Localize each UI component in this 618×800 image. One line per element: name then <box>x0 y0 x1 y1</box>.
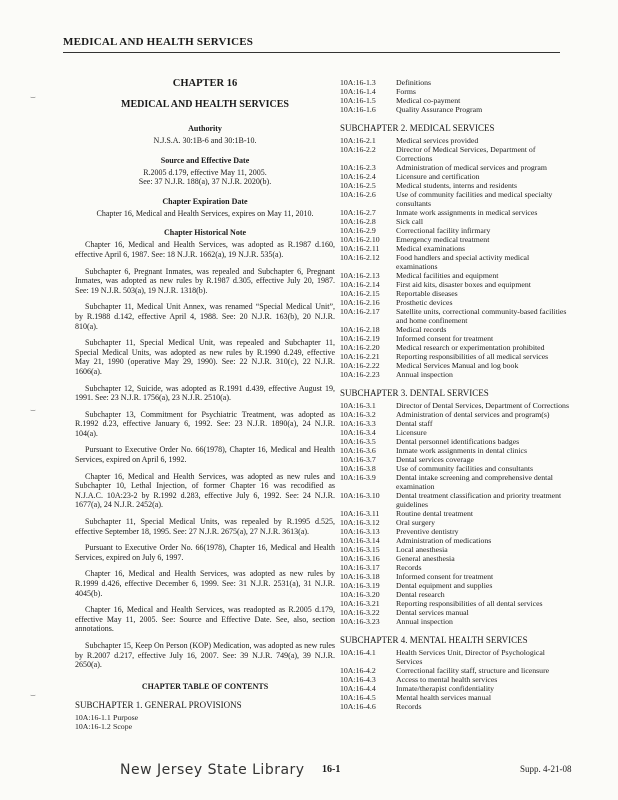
section-number: 10A:16-2.23 <box>340 370 380 379</box>
section-title: Licensure and certification <box>396 172 480 181</box>
toc-entry[interactable] <box>340 617 570 626</box>
subchapter-4-list <box>340 648 570 711</box>
section-title: Medical facilities and equipment <box>396 271 499 280</box>
section-number: 10A:16-4.2 <box>340 666 376 675</box>
history-note: Subchapter 11, Special Medical Unit, was repealed and Subchapter 11, Special Medical Units, was adopted as new rules by R.1990 d.249, effective May 21, 1990 (operative May 29, 1990). See: 22 N.J.R. 310(c), 22 N.J.R. 1606(a). <box>75 338 335 376</box>
history-note: Subchapter 15, Keep On Person (KOP) Medication, was adopted as new rules by R.2007 d.217, effective July 16, 2007. See: 39 N.J.R. 749(a), 39 N.J.R. 2650(a). <box>75 640 335 670</box>
section-number: 10A:16-2.19 <box>340 334 380 343</box>
history-note: Chapter 16, Medical and Health Services, was adopted as new rules and Subchapter 10, Lethal Injection, of former Chapter 16 was recodified as N.J.A.C. 10A:23-2 by R.1992 d.283, effective July 6, 1992. See: 24 N.J.R. 1677(a), 24 N.J.R. 2452(a). <box>75 471 335 510</box>
right-column <box>340 78 570 711</box>
toc-entry[interactable] <box>340 172 570 181</box>
chapter-title: MEDICAL AND HEALTH SERVICES <box>121 99 289 110</box>
section-title: Dental equipment and supplies <box>396 581 493 590</box>
toc-entry[interactable] <box>340 298 570 307</box>
toc-entry[interactable] <box>340 464 570 473</box>
toc-entry[interactable] <box>340 235 570 244</box>
section-title: Administration of medical services and program <box>396 163 547 172</box>
section-number: 10A:16-3.20 <box>340 590 380 599</box>
toc-entry[interactable] <box>340 428 570 437</box>
section-title: Dental services coverage <box>396 455 474 464</box>
section-title: Licensure <box>396 428 427 437</box>
toc-entry[interactable] <box>340 307 570 325</box>
section-title: Administration of medications <box>396 536 492 545</box>
section-number: 10A:16-3.22 <box>340 608 380 617</box>
section-number: 10A:16-3.12 <box>340 518 380 527</box>
subchapter-1-list <box>75 713 335 731</box>
toc-entry[interactable] <box>340 581 570 590</box>
section-title: Dental research <box>396 590 445 599</box>
toc-entry[interactable] <box>340 352 570 361</box>
toc-heading: CHAPTER TABLE OF CONTENTS <box>141 681 269 691</box>
section-number: 10A:16-3.19 <box>340 581 380 590</box>
toc-entry[interactable] <box>340 105 570 114</box>
toc-entry[interactable] <box>340 163 570 172</box>
section-title: Local anesthesia <box>396 545 448 554</box>
section-title: First aid kits, disaster boxes and equipment <box>396 280 531 289</box>
toc-entry[interactable] <box>340 253 570 271</box>
section-number: 10A:16-2.3 <box>340 163 376 172</box>
section-number: 10A:16-2.5 <box>340 181 376 190</box>
authority-text: N.J.S.A. 30:1B-6 and 30:1B-10. <box>153 136 257 145</box>
section-title: Records <box>396 563 422 572</box>
section-title: Inmate work assignments in medical services <box>396 208 538 217</box>
toc-entry[interactable] <box>340 190 570 208</box>
toc-entry[interactable] <box>340 455 570 464</box>
section-number: 10A:16-3.4 <box>340 428 376 437</box>
toc-entry[interactable] <box>340 473 570 491</box>
history-note: Pursuant to Executive Order No. 66(1978), Chapter 16, Medical and Health Services, expired on April 6, 1992. <box>75 445 335 465</box>
section-number: 10A:16-3.2 <box>340 410 376 419</box>
section-number: 10A:16-3.3 <box>340 419 376 428</box>
toc-entry[interactable] <box>340 446 570 455</box>
subchapter-1-list-continued <box>340 78 570 114</box>
section-title: Use of community facilities and medical specialty consultants <box>396 190 553 208</box>
section-number: 10A:16-3.6 <box>340 446 376 455</box>
section-title: Annual inspection <box>396 617 453 626</box>
toc-entry[interactable] <box>75 713 335 722</box>
toc-entry[interactable] <box>340 136 570 145</box>
history-note: Chapter 16, Medical and Health Services, was readopted as R.2005 d.179, effective May 11, 2005. See: Source and Effective Date. See, also, section annotations. <box>75 605 335 634</box>
toc-entry[interactable] <box>340 78 570 87</box>
section-number: 10A:16-2.12 <box>340 253 380 262</box>
subchapter-2-heading: SUBCHAPTER 2. MEDICAL SERVICES <box>340 123 495 133</box>
section-number: 10A:16-3.16 <box>340 554 380 563</box>
toc-entry[interactable] <box>340 289 570 298</box>
source-heading: Source and Effective Date <box>160 155 250 165</box>
section-number: 10A:16-4.4 <box>340 684 376 693</box>
library-stamp: New Jersey State Library <box>120 762 305 778</box>
source-text-2: See: 37 N.J.R. 188(a), 37 N.J.R. 2020(b). <box>138 177 272 187</box>
toc-entry[interactable] <box>340 437 570 446</box>
toc-entry[interactable] <box>340 572 570 581</box>
toc-entry[interactable] <box>340 590 570 599</box>
section-number: 10A:16-3.14 <box>340 536 380 545</box>
section-title: Satellite units, correctional community-based facilities and home confinement <box>396 307 567 325</box>
toc-entry[interactable] <box>340 370 570 379</box>
section-number: 10A:16-2.8 <box>340 217 376 226</box>
section-number: 10A:16-1.1 <box>75 712 111 722</box>
history-note: Subchapter 12, Suicide, was adopted as R.1991 d.439, effective August 19, 1991. See: 23 N.J.R. 1756(a), 23 N.J.R. 2510(a). <box>75 383 335 403</box>
source-text: R.2005 d.179, effective May 11, 2005. <box>143 167 267 177</box>
chapter-number: CHAPTER 16 <box>172 78 238 89</box>
section-number: 10A:16-1.3 <box>340 78 376 87</box>
toc-entry[interactable] <box>340 563 570 572</box>
section-title: Routine dental treatment <box>396 509 474 518</box>
section-number: 10A:16-4.1 <box>340 648 376 657</box>
section-title: Reportable diseases <box>396 289 458 298</box>
section-number: 10A:16-2.1 <box>340 136 376 145</box>
section-title: Medical examinations <box>396 244 466 253</box>
section-title: Medical Services Manual and log book <box>396 361 519 370</box>
subchapter-3-heading: SUBCHAPTER 3. DENTAL SERVICES <box>340 388 489 398</box>
section-title: Oral surgery <box>396 518 436 527</box>
section-number: 10A:16-2.20 <box>340 343 380 352</box>
toc-entry[interactable] <box>340 545 570 554</box>
section-title: Health Services Unit, Director of Psychological Services <box>396 648 545 666</box>
toc-entry[interactable] <box>340 244 570 253</box>
section-title: Director of Medical Services, Department of Corrections <box>396 145 536 163</box>
toc-entry[interactable] <box>340 702 570 711</box>
supplement-date: Supp. 4-21-08 <box>520 764 572 774</box>
section-number: 10A:16-2.7 <box>340 208 376 217</box>
section-number: 10A:16-2.18 <box>340 325 380 334</box>
section-title: Forms <box>396 87 416 96</box>
section-title: Prosthetic devices <box>396 298 453 307</box>
toc-entry[interactable] <box>340 181 570 190</box>
section-title: Administration of dental services and program(s) <box>396 410 550 419</box>
toc-entry[interactable] <box>340 226 570 235</box>
section-title: Reporting responsibilities of all medical services <box>396 352 549 361</box>
history-note: Pursuant to Executive Order No. 66(1978), Chapter 16, Medical and Health Services, expired on July 6, 1997. <box>75 543 335 562</box>
section-title: Scope <box>113 721 133 731</box>
toc-entry[interactable] <box>340 208 570 217</box>
section-title: Annual inspection <box>396 370 453 379</box>
subchapter-4-heading: SUBCHAPTER 4. MENTAL HEALTH SERVICES <box>340 635 528 645</box>
section-number: 10A:16-2.4 <box>340 172 376 181</box>
expiration-heading: Chapter Expiration Date <box>162 196 248 206</box>
section-title: Dental staff <box>396 419 433 428</box>
section-number: 10A:16-3.11 <box>340 509 380 518</box>
section-number: 10A:16-2.13 <box>340 271 380 280</box>
toc-entry[interactable] <box>340 343 570 352</box>
section-number: 10A:16-3.10 <box>340 491 380 500</box>
section-title: Correctional facility infirmary <box>396 226 491 235</box>
toc-entry[interactable] <box>340 666 570 675</box>
page-number: 16-1 <box>322 764 341 775</box>
toc-entry[interactable] <box>340 271 570 280</box>
section-number: 10A:16-1.5 <box>340 96 376 105</box>
running-head: MEDICAL AND HEALTH SERVICES <box>63 36 254 48</box>
section-title: Access to mental health services <box>396 675 498 684</box>
toc-entry[interactable] <box>340 518 570 527</box>
section-number: 10A:16-3.7 <box>340 455 376 464</box>
section-number: 10A:16-3.9 <box>340 473 376 482</box>
section-number: 10A:16-2.15 <box>340 289 380 298</box>
authority-heading: Authority <box>188 124 222 133</box>
section-title: Mental health services manual <box>396 693 492 702</box>
section-number: 10A:16-4.3 <box>340 675 376 684</box>
toc-entry[interactable] <box>340 145 570 163</box>
section-number: 10A:16-2.10 <box>340 235 380 244</box>
section-title: Medical research or experimentation prohibited <box>396 343 545 352</box>
section-title: Correctional facility staff, structure and licensure <box>396 666 550 675</box>
subchapter-3-list <box>340 401 570 626</box>
section-title: Food handlers and special activity medical examinations <box>396 253 530 271</box>
header-rule <box>63 52 560 53</box>
subchapter-1-heading: SUBCHAPTER 1. GENERAL PROVISIONS <box>75 699 242 710</box>
section-number: 10A:16-3.17 <box>340 563 380 572</box>
section-title: Use of community facilities and consultants <box>396 464 534 473</box>
section-number: 10A:16-4.5 <box>340 693 376 702</box>
section-title: Medical co-payment <box>396 96 461 105</box>
section-number: 10A:16-2.14 <box>340 280 380 289</box>
toc-entry[interactable] <box>340 536 570 545</box>
toc-entry[interactable] <box>340 87 570 96</box>
section-number: 10A:16-2.9 <box>340 226 376 235</box>
section-title: Dental personnel identifications badges <box>396 437 520 446</box>
toc-entry[interactable] <box>340 419 570 428</box>
section-title: Purpose <box>113 712 139 722</box>
toc-entry[interactable] <box>340 527 570 536</box>
section-title: Sick call <box>396 217 424 226</box>
section-title: Dental treatment classification and priority treatment guidelines <box>396 491 562 509</box>
section-number: 10A:16-1.6 <box>340 105 376 114</box>
toc-entry[interactable] <box>340 554 570 563</box>
left-column <box>75 78 335 731</box>
toc-entry[interactable] <box>340 96 570 105</box>
toc-entry[interactable] <box>340 401 570 410</box>
section-number: 10A:16-2.17 <box>340 307 380 316</box>
margin-mark: ⌣ <box>30 92 36 102</box>
history-notes <box>75 240 335 669</box>
toc-entry[interactable] <box>340 509 570 518</box>
section-number: 10A:16-2.2 <box>340 145 376 154</box>
section-number: 10A:16-2.11 <box>340 244 380 253</box>
section-number: 10A:16-3.18 <box>340 572 380 581</box>
toc-entry[interactable] <box>340 325 570 334</box>
toc-entry[interactable] <box>340 599 570 608</box>
toc-entry[interactable] <box>340 675 570 684</box>
toc-entry[interactable] <box>340 608 570 617</box>
toc-entry[interactable] <box>75 722 335 731</box>
section-title: Medical students, interns and residents <box>396 181 518 190</box>
section-title: Medical records <box>396 325 447 334</box>
section-number: 10A:16-1.2 <box>75 721 111 731</box>
section-number: 10A:16-3.5 <box>340 437 376 446</box>
section-number: 10A:16-3.13 <box>340 527 380 536</box>
section-title: Director of Dental Services, Department of Corrections <box>396 401 569 410</box>
section-title: Dental intake screening and comprehensive dental examination <box>396 473 553 491</box>
history-note: Chapter 16, Medical and Health Services, was adopted as R.1987 d.160, effective April 6, 1987. See: 18 N.J.R. 1662(a), 19 N.J.R. 535(a). <box>75 240 335 259</box>
section-title: Medical services provided <box>396 136 479 145</box>
section-number: 10A:16-4.6 <box>340 702 376 711</box>
section-title: Definitions <box>396 78 432 87</box>
history-note: Chapter 16, Medical and Health Services, was adopted as new rules by R.1999 d.426, effective December 6, 1999. See: 31 N.J.R. 2531(a), 31 N.J.R. 4045(b). <box>75 569 335 598</box>
toc-entry[interactable] <box>340 684 570 693</box>
history-heading: Chapter Historical Note <box>163 228 247 238</box>
toc-entry[interactable] <box>340 280 570 289</box>
section-title: Records <box>396 702 422 711</box>
section-title: Quality Assurance Program <box>396 105 483 114</box>
expiration-text: Chapter 16, Medical and Health Services, expires on May 11, 2010. <box>96 208 314 218</box>
margin-mark: ⌣ <box>30 690 36 700</box>
section-number: 10A:16-2.6 <box>340 190 376 199</box>
subchapter-2-list <box>340 136 570 379</box>
section-title: General anesthesia <box>396 554 455 563</box>
toc-entry[interactable] <box>340 334 570 343</box>
history-note: Subchapter 11, Special Medical Units, was repealed by R.1995 d.525, effective September 18, 1995. See: 27 N.J.R. 2675(a), 27 N.J.R. 3613(a). <box>75 517 335 536</box>
toc-entry[interactable] <box>340 361 570 370</box>
section-title: Preventive dentistry <box>396 527 459 536</box>
section-title: Reporting responsibilities of all dental services <box>396 599 543 608</box>
section-number: 10A:16-2.22 <box>340 361 380 370</box>
section-number: 10A:16-1.4 <box>340 87 376 96</box>
toc-entry[interactable] <box>340 410 570 419</box>
margin-mark: ⌣ <box>30 405 36 415</box>
section-number: 10A:16-3.1 <box>340 401 376 410</box>
history-note: Subchapter 11, Medical Unit Annex, was renamed “Special Medical Unit”, by R.1988 d.142, effective April 4, 1988. See: 20 N.J.R. 163(b), 20 N.J.R. 810(a). <box>75 302 335 331</box>
section-number: 10A:16-3.23 <box>340 617 380 626</box>
history-note: Subchapter 13, Commitment for Psychiatric Treatment, was adopted as R.1992 d.23, effective January 6, 1992. See: 23 N.J.R. 1890(a), 24 N.J.R. 104(a). <box>75 409 335 438</box>
section-title: Informed consent for treatment <box>396 334 494 343</box>
toc-entry[interactable] <box>340 217 570 226</box>
section-title: Emergency medical treatment <box>396 235 490 244</box>
section-number: 10A:16-3.21 <box>340 599 380 608</box>
section-number: 10A:16-2.21 <box>340 352 380 361</box>
section-number: 10A:16-3.15 <box>340 545 380 554</box>
section-title: Inmate work assignments in dental clinics <box>396 446 528 455</box>
section-number: 10A:16-3.8 <box>340 464 376 473</box>
section-title: Informed consent for treatment <box>396 572 494 581</box>
section-number: 10A:16-2.16 <box>340 298 380 307</box>
toc-entry[interactable] <box>340 491 570 509</box>
toc-entry[interactable] <box>340 648 570 666</box>
section-title: Dental services manual <box>396 608 469 617</box>
history-note: Subchapter 6, Pregnant Inmates, was repealed and Subchapter 6, Pregnant Inmates, was adopted as new rules by R.1987 d.305, effective July 20, 1987. See: 19 N.J.R. 503(a), 19 N.J.R. 1318(b). <box>75 266 335 295</box>
toc-entry[interactable] <box>340 693 570 702</box>
section-title: Inmate/therapist confidentiality <box>396 684 495 693</box>
